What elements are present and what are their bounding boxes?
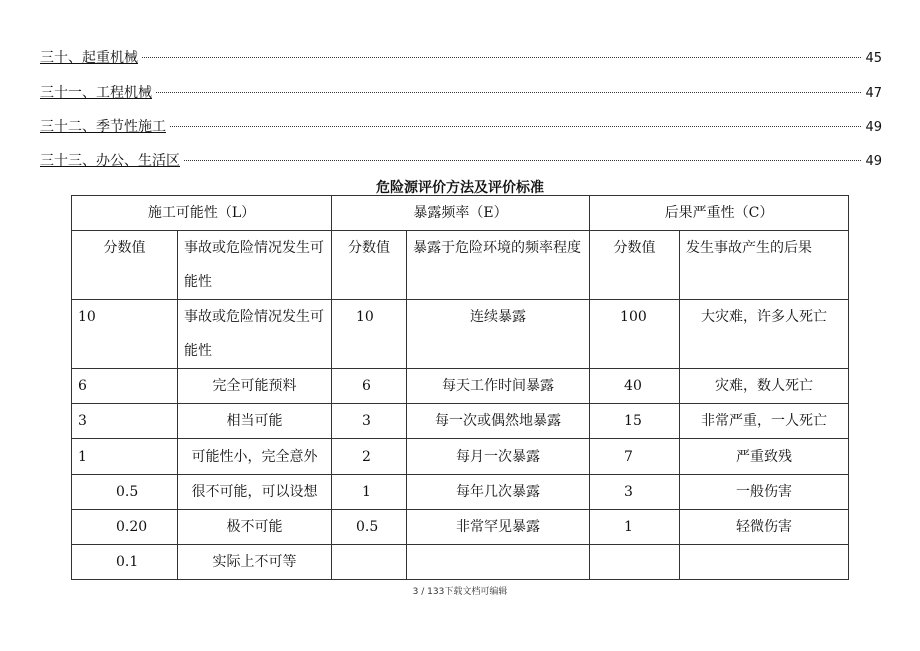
subheader-likelihood-desc: 事故或危险情况发生可能性 (178, 231, 332, 300)
table-row (72, 300, 849, 369)
consequence-desc: 严重致残 (680, 439, 849, 475)
toc-entry-title[interactable]: 三十、起重机械 (40, 50, 138, 66)
exposure-score: 6 (332, 369, 407, 404)
consequence-score: 15 (590, 404, 680, 439)
toc-entry[interactable] (40, 116, 882, 138)
consequence-desc (680, 545, 849, 580)
exposure-score (332, 545, 407, 580)
consequence-score: 1 (590, 510, 680, 545)
toc-entry-title[interactable]: 三十三、办公、生活区 (40, 153, 180, 169)
consequence-score: 7 (590, 439, 680, 475)
table-group-header-row (72, 196, 849, 231)
consequence-score (590, 545, 680, 580)
toc-leader-dots (156, 92, 861, 93)
consequence-desc: 非常严重，一人死亡 (680, 404, 849, 439)
exposure-score: 0.5 (332, 510, 407, 545)
likelihood-desc: 可能性小，完全意外 (178, 439, 332, 475)
table-row (72, 369, 849, 404)
exposure-desc: 每年几次暴露 (407, 475, 590, 510)
likelihood-desc: 事故或危险情况发生可能性 (178, 300, 332, 369)
consequence-score: 100 (590, 300, 680, 369)
page-footer: 3 / 133下载文档可编辑 (412, 587, 508, 597)
toc-leader-dots (184, 160, 861, 161)
consequence-score: 3 (590, 475, 680, 510)
table-title: 危险源评价方法及评价标准 (376, 180, 544, 196)
table-row (72, 475, 849, 510)
toc-entry-title[interactable]: 三十一、工程机械 (40, 85, 152, 101)
likelihood-score: 0.1 (72, 545, 178, 580)
consequence-desc: 大灾难，许多人死亡 (680, 300, 849, 369)
likelihood-score: 0.20 (72, 510, 178, 545)
risk-evaluation-table (71, 195, 849, 580)
exposure-desc: 每月一次暴露 (407, 439, 590, 475)
consequence-desc: 轻微伤害 (680, 510, 849, 545)
toc-entry[interactable] (40, 47, 882, 69)
exposure-score: 10 (332, 300, 407, 369)
consequence-desc: 灾难，数人死亡 (680, 369, 849, 404)
toc-leader-dots (142, 57, 861, 58)
exposure-score: 2 (332, 439, 407, 475)
table-row (72, 545, 849, 580)
likelihood-desc: 极不可能 (178, 510, 332, 545)
exposure-desc: 每天工作时间暴露 (407, 369, 590, 404)
likelihood-score: 1 (72, 439, 178, 475)
subheader-exposure-desc: 暴露于危险环境的频率程度 (407, 231, 590, 300)
likelihood-desc: 很不可能，可以设想 (178, 475, 332, 510)
exposure-desc: 非常罕见暴露 (407, 510, 590, 545)
likelihood-score: 3 (72, 404, 178, 439)
toc-entry-page: 49 (865, 154, 882, 169)
toc-entry-page: 47 (865, 86, 882, 101)
group-header-exposure: 暴露频率（E） (332, 196, 590, 231)
toc-entry-page: 45 (865, 51, 882, 66)
exposure-score: 1 (332, 475, 407, 510)
toc-leader-dots (170, 126, 861, 127)
table-row (72, 439, 849, 475)
subheader-consequence-desc: 发生事故产生的后果 (680, 231, 849, 300)
likelihood-score: 10 (72, 300, 178, 369)
subheader-score: 分数值 (590, 231, 680, 300)
likelihood-score: 6 (72, 369, 178, 404)
subheader-score: 分数值 (72, 231, 178, 300)
likelihood-desc: 完全可能预料 (178, 369, 332, 404)
likelihood-score: 0.5 (72, 475, 178, 510)
likelihood-desc: 相当可能 (178, 404, 332, 439)
consequence-score: 40 (590, 369, 680, 404)
consequence-desc: 一般伤害 (680, 475, 849, 510)
exposure-desc (407, 545, 590, 580)
exposure-desc: 每一次或偶然地暴露 (407, 404, 590, 439)
exposure-desc: 连续暴露 (407, 300, 590, 369)
table-row (72, 404, 849, 439)
exposure-score: 3 (332, 404, 407, 439)
subheader-score: 分数值 (332, 231, 407, 300)
likelihood-desc: 实际上不可等 (178, 545, 332, 580)
group-header-likelihood: 施工可能性（L） (72, 196, 332, 231)
toc-entry-title[interactable]: 三十二、季节性施工 (40, 119, 166, 135)
table-row (72, 510, 849, 545)
toc-entry-page: 49 (865, 120, 882, 135)
group-header-consequence: 后果严重性（C） (590, 196, 849, 231)
table-subheader-row (72, 231, 849, 300)
toc-entry[interactable] (40, 150, 882, 172)
toc-entry[interactable] (40, 82, 882, 104)
